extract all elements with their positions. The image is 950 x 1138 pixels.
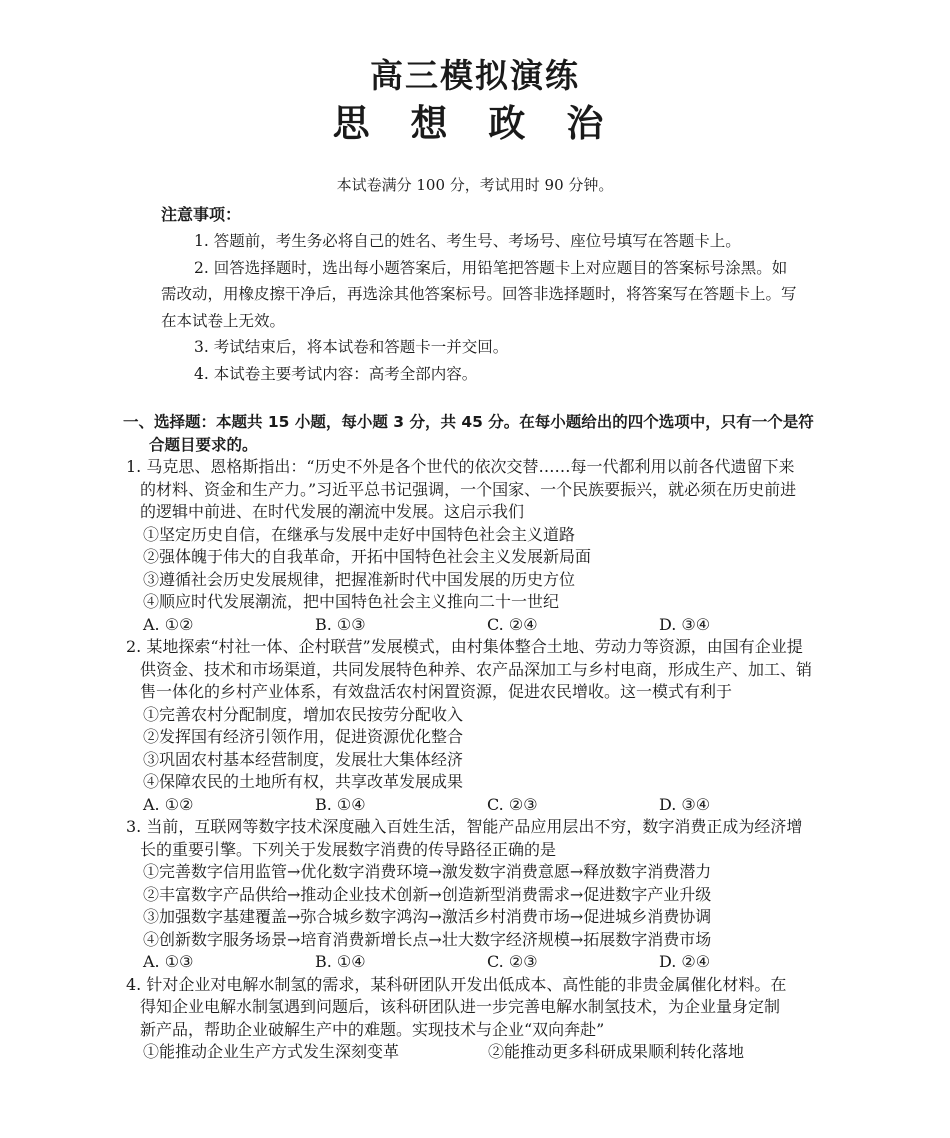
choice-a: A. ①②	[143, 794, 194, 814]
section-heading	[123, 411, 833, 457]
statement-option-row	[126, 1041, 838, 1064]
stem-line: 新产品，帮助企业破解生产中的难题。实现技术与企业“双向奔赴”	[140, 1019, 605, 1039]
statement-option: ②发挥国有经济引领作用，促进资源优化整合	[143, 727, 464, 746]
note-item-2: 2. 回答选择题时，选出每小题答案后，用铅笔把答题卡上对应题目的答案标号涂黑。如需改动，用橡皮擦干净后，再选涂其他答案标号。回答非选择题时，将答案写在答题卡上。写在本试卷上无效。	[161, 258, 797, 330]
question-3	[126, 816, 838, 974]
statement-option: ③遵循社会历史发展规律，把握准新时代中国发展的历史方位	[143, 569, 576, 589]
notes-heading: 注意事项：	[161, 205, 242, 224]
note-item-4: 4. 本试卷主要考试内容：高考全部内容。	[194, 364, 478, 383]
statement-option: ①完善数字信用监管→优化数字消费环境→激发数字消费意愿→释放数字消费潜力	[143, 862, 712, 881]
statement-option: ②丰富数字产品供给→推动企业技术创新→创造新型消费需求→促进数字产业升级	[143, 884, 712, 904]
question-stem	[126, 456, 838, 524]
stem-line: 3. 当前，互联网等数字技术深度融入百姓生活，智能产品应用层出不穷，数字消费正成为经济增	[126, 817, 803, 836]
statement-option: ②能推动更多科研成果顺利转化落地	[488, 1042, 745, 1061]
section-heading-line2: 合题目要求的。	[149, 436, 258, 454]
subject-title: 思 想 政 治	[332, 102, 618, 145]
statement-option: ①坚定历史自信，在继承与发展中走好中国特色社会主义道路	[143, 524, 576, 544]
question-stem	[126, 636, 838, 704]
statement-option: ④顺应时代发展潮流，把中国特色社会主义推向二十一世纪	[143, 592, 560, 611]
choice-d: D. ③④	[659, 614, 711, 634]
statement-option: ④创新数字服务场景→培育消费新增长点→壮大数字经济规模→拓展数字消费市场	[143, 929, 712, 949]
answer-choices	[126, 794, 838, 817]
answer-choices	[126, 614, 838, 637]
choice-d: D. ②④	[659, 952, 711, 971]
stem-line: 2. 某地探索“村社一体、企村联营”发展模式，由村集体整合土地、劳动力等资源，由国有企业提	[126, 637, 803, 656]
choice-b: B. ①③	[315, 614, 366, 634]
section-heading-line1: 一、选择题：本题共 15 小题，每小题 3 分，共 45 分。在每小题给出的四个选项中，只有一个是符	[123, 413, 814, 431]
statement-option: ②强体魄于伟大的自我革命，开拓中国特色社会主义发展新局面	[143, 547, 592, 566]
statement-option: ③加强数字基建覆盖→弥合城乡数字鸿沟→激活乡村消费市场→促进城乡消费协调	[143, 907, 712, 926]
exam-title: 高三模拟演练	[370, 56, 580, 95]
statement-option: ③巩固农村基本经营制度，发展壮大集体经济	[143, 749, 464, 769]
choice-b: B. ①④	[315, 794, 366, 814]
statement-option: ④保障农民的土地所有权，共享改革发展成果	[143, 772, 464, 791]
choice-a: A. ①③	[143, 952, 194, 971]
choice-c: C. ②③	[487, 952, 538, 971]
stem-line: 得知企业电解水制氢遇到问题后，该科研团队进一步完善电解水制氢技术，为企业量身定制	[140, 997, 781, 1016]
stem-line: 1. 马克思、恩格斯指出：“历史不外是各个世代的依次交替……每一代都利用以前各代遗留下来	[126, 457, 795, 476]
stem-line: 4. 针对企业对电解水制氢的需求，某科研团队开发出低成本、高性能的非贵金属催化材料。在	[126, 974, 787, 994]
question-stem	[126, 816, 838, 861]
exam-meta: 本试卷满分 100 分，考试用时 90 分钟。	[336, 176, 614, 194]
stem-line: 的逻辑中前进、在时代发展的潮流中发展。这启示我们	[140, 502, 525, 521]
note-item-1: 1. 答题前，考生务必将自己的姓名、考生号、考场号、座位号填写在答题卡上。	[194, 232, 741, 250]
question-list	[126, 456, 838, 1064]
stem-line: 的材料、资金和生产力。”习近平总书记强调，一个国家、一个民族要振兴，就必须在历史前进	[140, 479, 797, 499]
stem-line: 供资金、技术和市场渠道，共同发展特色种养、农产品深加工与乡村电商，形成生产、加工、销	[140, 659, 813, 679]
question-2	[126, 636, 838, 816]
stem-line: 长的重要引擎。下列关于发展数字消费的传导路径正确的是	[140, 839, 557, 859]
notes-list	[161, 228, 801, 387]
choice-d: D. ③④	[659, 794, 711, 814]
question-1	[126, 456, 838, 636]
statement-option: ①完善农村分配制度，增加农民按劳分配收入	[143, 704, 464, 724]
statement-option: ①能推动企业生产方式发生深刻变革	[143, 1042, 400, 1061]
choice-c: C. ②④	[487, 614, 538, 634]
answer-choices	[126, 951, 838, 974]
choice-a: A. ①②	[143, 614, 194, 634]
question-stem	[126, 974, 838, 1042]
choice-c: C. ②③	[487, 794, 538, 814]
stem-line: 售一体化的乡村产业体系，有效盘活农村闲置资源，促进农民增收。这一模式有利于	[140, 682, 733, 701]
choice-b: B. ①④	[315, 952, 366, 971]
question-4	[126, 974, 838, 1064]
note-item-3: 3. 考试结束后，将本试卷和答题卡一并交回。	[194, 338, 509, 356]
